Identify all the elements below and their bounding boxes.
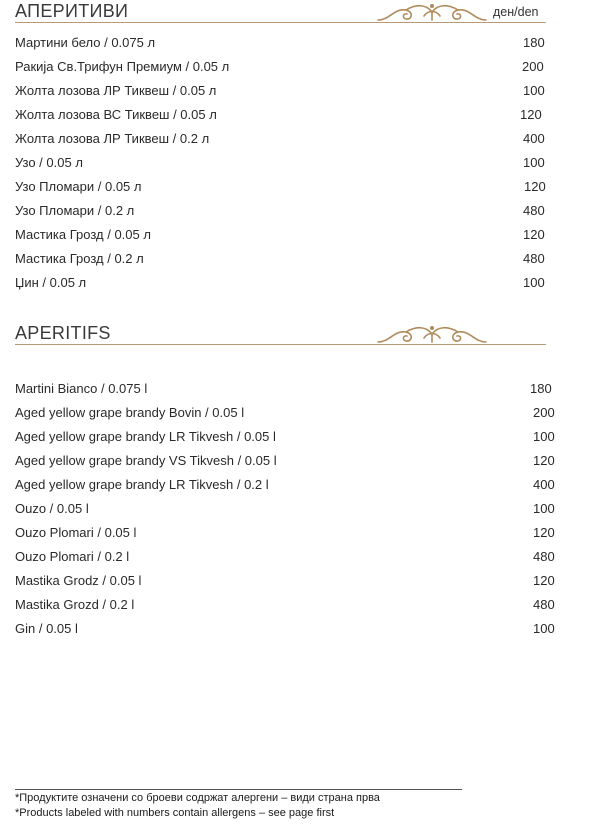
menu-item bbox=[15, 593, 555, 617]
menu-item bbox=[15, 425, 555, 449]
menu-item bbox=[15, 127, 555, 151]
section-title-mk: АПЕРИТИВИ bbox=[15, 1, 129, 21]
item-name: Mastika Grozd / 0.2 l bbox=[15, 597, 135, 612]
menu-item bbox=[15, 79, 555, 103]
item-price: 120 bbox=[520, 107, 542, 122]
menu-item bbox=[15, 401, 555, 425]
item-price: 120 bbox=[524, 179, 546, 194]
item-name: Ouzo Plomari / 0.05 l bbox=[15, 525, 137, 540]
footnote-en: *Products labeled with numbers contain allergens – see page first bbox=[15, 807, 335, 819]
item-name: Узо Пломари / 0.2 л bbox=[15, 203, 135, 218]
menu-item bbox=[15, 31, 555, 55]
item-name: Џин / 0.05 л bbox=[15, 275, 87, 290]
item-name: Aged yellow grape brandy LR Tikvesh / 0.2 l bbox=[15, 477, 269, 492]
item-name: Узо Пломари / 0.05 л bbox=[15, 179, 142, 194]
menu-item bbox=[15, 521, 555, 545]
menu-item bbox=[15, 617, 555, 641]
item-price: 120 bbox=[533, 573, 555, 588]
item-price: 100 bbox=[533, 621, 555, 636]
item-name: Ouzo / 0.05 l bbox=[15, 501, 89, 516]
item-name: Мартини бело / 0.075 л bbox=[15, 35, 156, 50]
item-price: 200 bbox=[522, 59, 544, 74]
item-name: Aged yellow grape brandy Bovin / 0.05 l bbox=[15, 405, 245, 420]
item-price: 100 bbox=[533, 429, 555, 444]
item-name: Ouzo Plomari / 0.2 l bbox=[15, 549, 130, 564]
menu-item bbox=[15, 151, 555, 175]
footnote-rule bbox=[15, 789, 462, 790]
item-name: Жолта лозова ЛР Тиквеш / 0.2 л bbox=[15, 131, 210, 146]
item-price: 100 bbox=[533, 501, 555, 516]
item-price: 480 bbox=[523, 203, 545, 218]
item-name: Martini Bianco / 0.075 l bbox=[15, 381, 148, 396]
item-price: 120 bbox=[523, 227, 545, 242]
item-name: Gin / 0.05 l bbox=[15, 621, 78, 636]
menu-item bbox=[15, 271, 555, 295]
item-price: 100 bbox=[523, 155, 545, 170]
menu-item bbox=[15, 223, 555, 247]
item-name: Aged yellow grape brandy LR Tikvesh / 0.05 l bbox=[15, 429, 276, 444]
item-price: 180 bbox=[530, 381, 552, 396]
item-price: 480 bbox=[533, 597, 555, 612]
item-price: 120 bbox=[533, 453, 555, 468]
item-price: 120 bbox=[533, 525, 555, 540]
menu-item bbox=[15, 247, 555, 271]
menu-item bbox=[15, 103, 555, 127]
menu-list-mk bbox=[15, 31, 555, 295]
menu-item bbox=[15, 473, 555, 497]
item-price: 200 bbox=[533, 405, 555, 420]
menu-item bbox=[15, 377, 555, 401]
footnote-mk: *Продуктите означени со броеви содржат алергени – види страна прва bbox=[15, 792, 380, 804]
item-name: Мастика Грозд / 0.2 л bbox=[15, 251, 144, 266]
item-name: Ракија Св.Трифун Премиум / 0.05 л bbox=[15, 59, 230, 74]
flourish-ornament-icon bbox=[376, 0, 488, 24]
menu-item bbox=[15, 497, 555, 521]
item-price: 480 bbox=[533, 549, 555, 564]
item-name: Жолта лозова ВС Тиквеш / 0.05 л bbox=[15, 107, 217, 122]
item-price: 480 bbox=[523, 251, 545, 266]
unit-label: ден/den bbox=[493, 5, 539, 19]
item-price: 400 bbox=[533, 477, 555, 492]
menu-item bbox=[15, 449, 555, 473]
flourish-ornament-icon bbox=[376, 322, 488, 346]
item-name: Узо / 0.05 л bbox=[15, 155, 83, 170]
item-price: 100 bbox=[523, 275, 545, 290]
menu-item bbox=[15, 545, 555, 569]
menu-item bbox=[15, 199, 555, 223]
item-name: Aged yellow grape brandy VS Tikvesh / 0.05 l bbox=[15, 453, 277, 468]
menu-list-en bbox=[15, 377, 555, 641]
item-name: Мастика Грозд / 0.05 л bbox=[15, 227, 151, 242]
section-title-en: APERITIFS bbox=[15, 323, 111, 343]
item-price: 100 bbox=[523, 83, 545, 98]
item-price: 400 bbox=[523, 131, 545, 146]
menu-item bbox=[15, 569, 555, 593]
item-price: 180 bbox=[523, 35, 545, 50]
menu-item bbox=[15, 175, 555, 199]
item-name: Mastika Grodz / 0.05 l bbox=[15, 573, 142, 588]
menu-item bbox=[15, 55, 555, 79]
item-name: Жолта лозова ЛР Тиквеш / 0.05 л bbox=[15, 83, 217, 98]
